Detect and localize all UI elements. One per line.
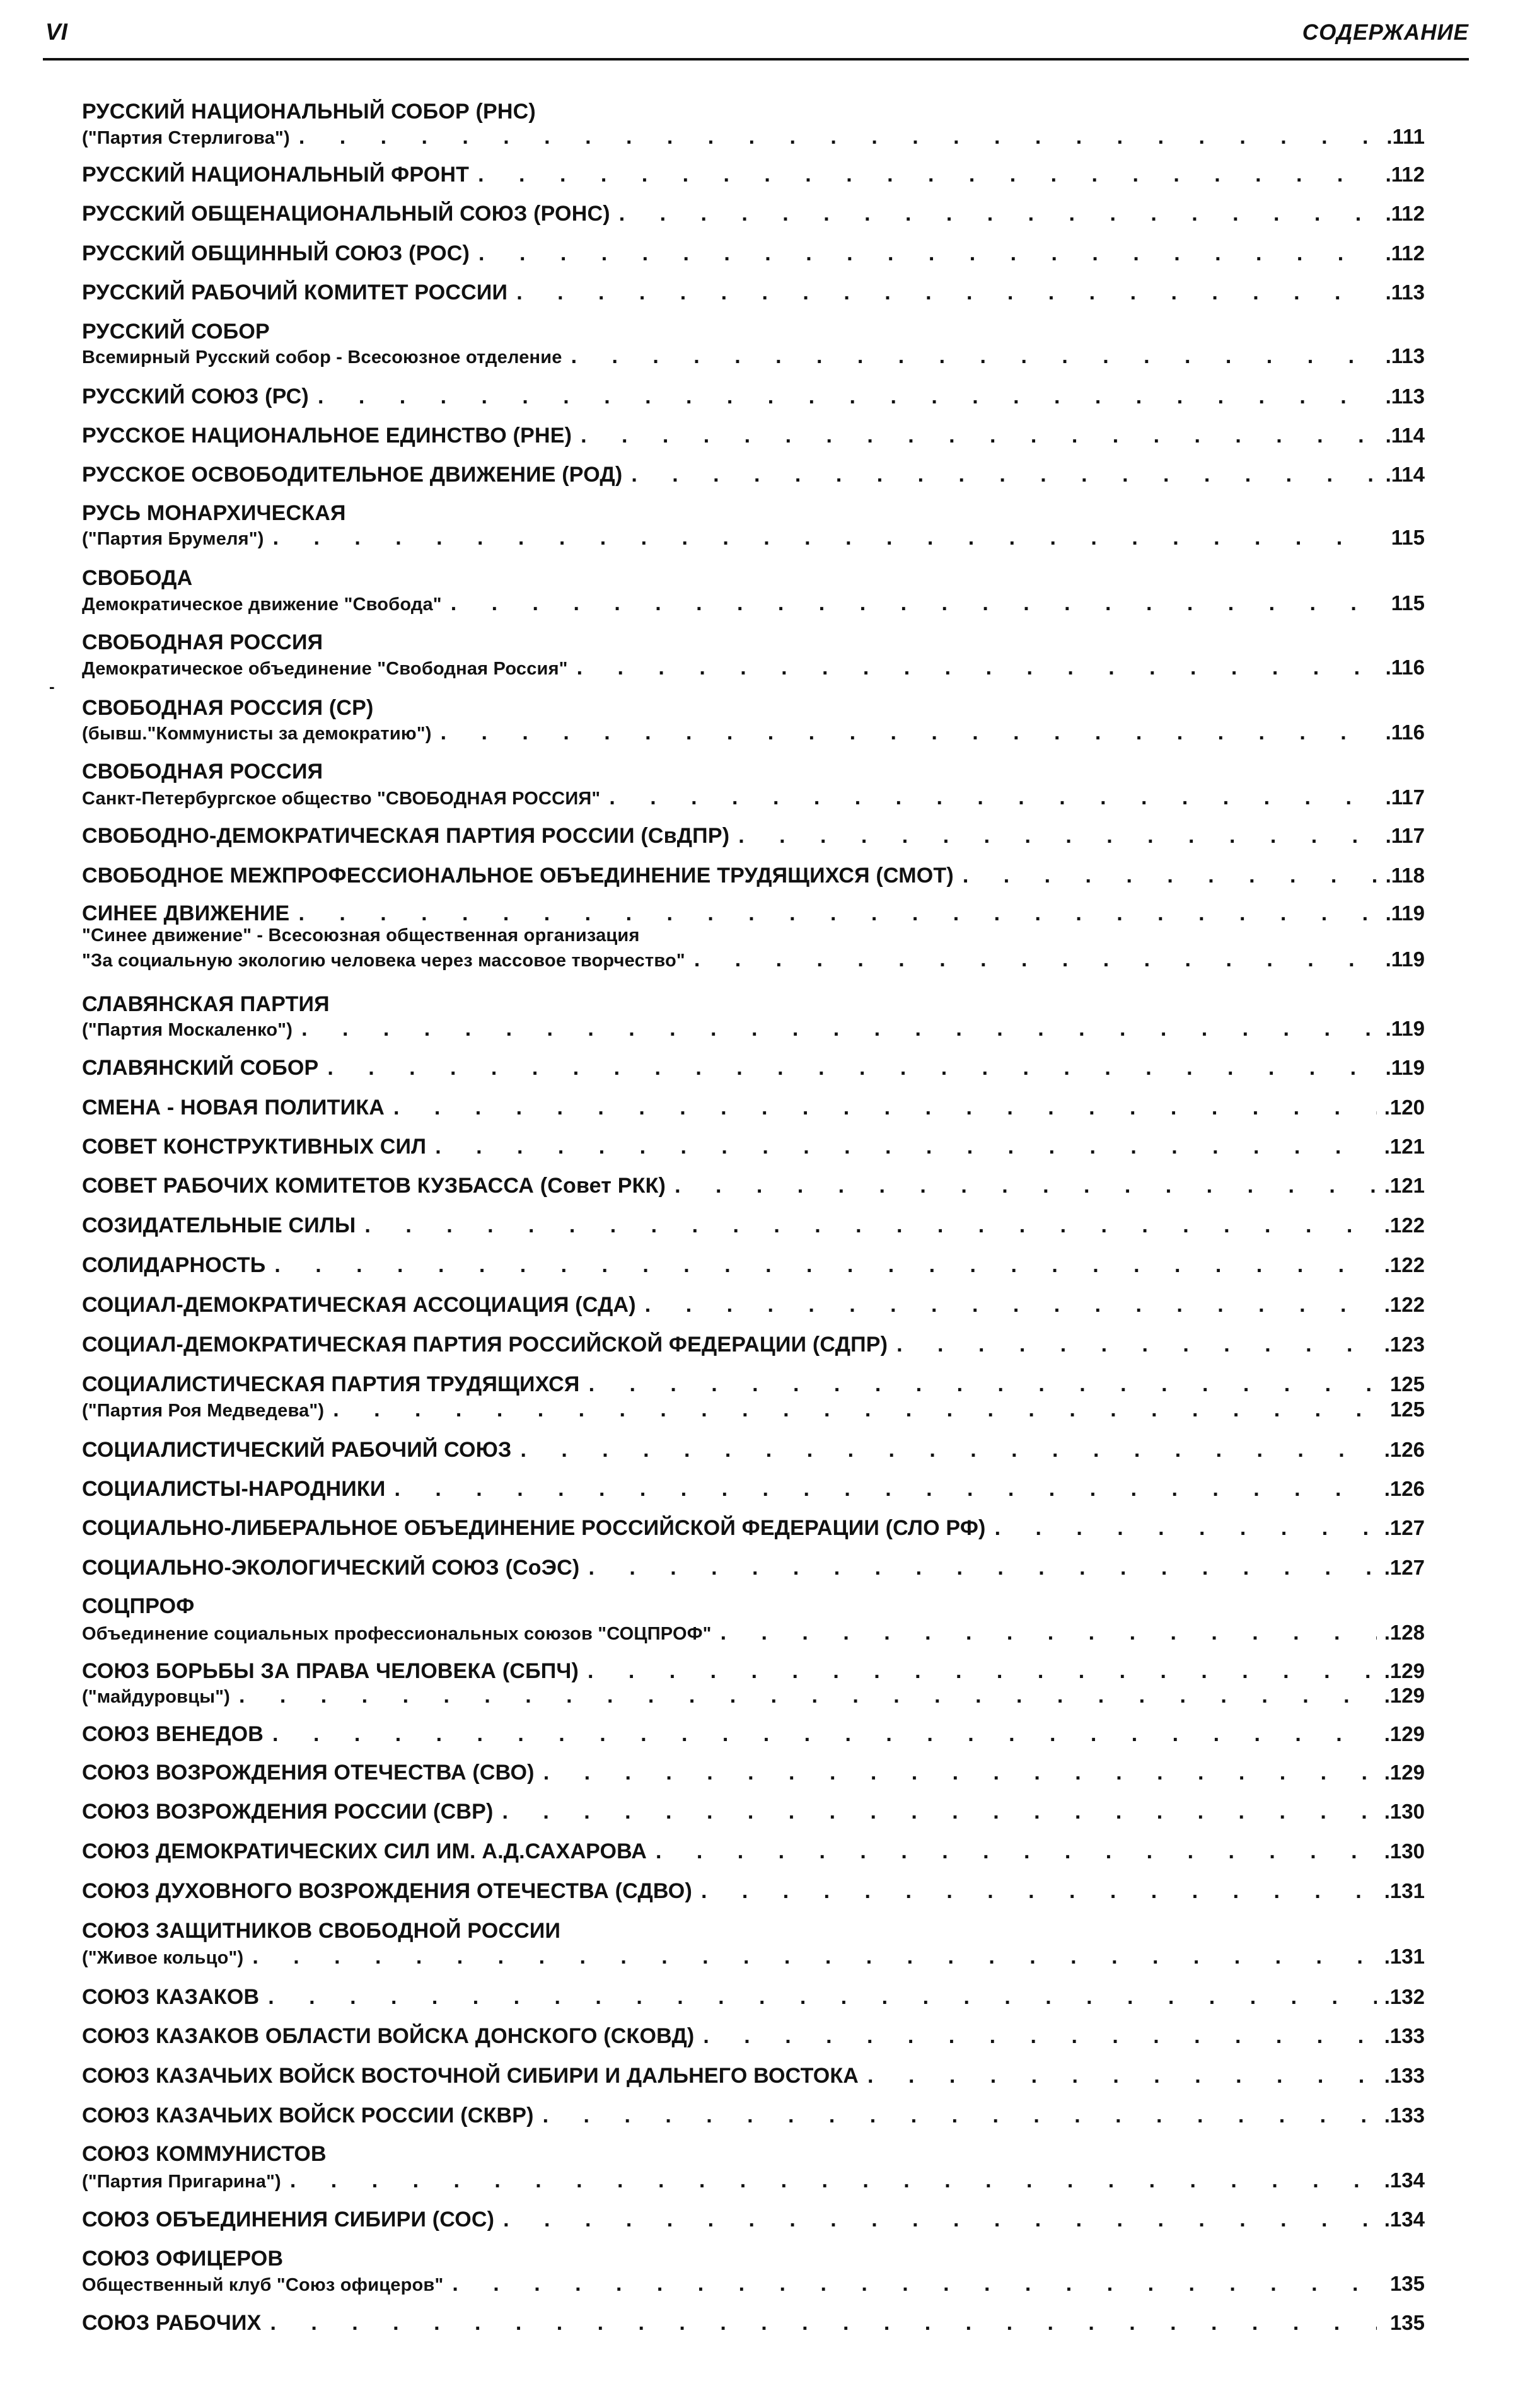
toc-entry <box>82 1333 1425 1360</box>
toc-entry-title: СОЦИАЛИСТИЧЕСКИЙ РАБОЧИЙ СОЮЗ <box>82 1438 512 1462</box>
toc-entry-title: РУСЬ МОНАРХИЧЕСКАЯ <box>82 501 346 525</box>
toc-entry-title: СОЦИАЛЬНО-ЛИБЕРАЛЬНОЕ ОБЪЕДИНЕНИЕ РОССИЙСКОЙ ФЕДЕРАЦИИ (СЛО РФ) <box>82 1516 986 1540</box>
dot-leader <box>441 721 1377 745</box>
toc-entry-subtitle: ("Партия Москаленко") <box>82 1020 293 1040</box>
dot-leader <box>270 2311 1377 2336</box>
toc-entry <box>82 1919 1425 1947</box>
toc-entry-title: СОЮЗ ОБЪЕДИНЕНИЯ СИБИРИ (СОС) <box>82 2208 495 2231</box>
toc-entry-page: .112 <box>1385 241 1425 265</box>
toc-entry-page: .127 <box>1384 1516 1425 1539</box>
toc-entry-subtitle: "Синее движение" - Всесоюзная общественная организация <box>82 925 640 946</box>
toc-entry <box>82 2104 1425 2131</box>
toc-entry <box>82 2311 1425 2339</box>
dot-leader <box>478 163 1377 187</box>
dot-leader <box>272 1722 1377 1747</box>
toc-entry <box>82 1017 1425 1045</box>
toc-entry-page: .114 <box>1385 463 1425 486</box>
dot-leader <box>588 1556 1377 1580</box>
toc-entry-title: СОЮЗ ОФИЦЕРОВ <box>82 2247 284 2271</box>
toc-entry-page: .126 <box>1384 1477 1425 1500</box>
toc-entry-subtitle: (бывш."Коммунисты за демократию") <box>82 724 432 744</box>
toc-entry <box>82 163 1425 190</box>
toc-entry <box>82 824 1425 852</box>
toc-entry-page: .121 <box>1384 1174 1425 1197</box>
toc-entry <box>82 1945 1425 1972</box>
dot-leader <box>395 1477 1377 1502</box>
toc-entry <box>82 1556 1425 1583</box>
dot-leader <box>675 1174 1377 1198</box>
toc-entry-page: .134 <box>1384 2208 1425 2231</box>
toc-entry <box>82 696 1425 724</box>
toc-entry-page: .114 <box>1385 424 1425 447</box>
toc-entry-title: СЛАВЯНСКАЯ ПАРТИЯ <box>82 992 330 1016</box>
toc-entry <box>82 2208 1425 2235</box>
toc-entry-page: .116 <box>1385 721 1425 744</box>
dot-leader <box>503 2208 1377 2232</box>
toc-entry <box>82 1096 1425 1123</box>
dot-leader <box>588 1659 1377 1684</box>
toc-entry-title: СОЦПРОФ <box>82 1594 195 1618</box>
toc-entry-page: 115 <box>1391 591 1425 615</box>
toc-entry-title: РУССКИЙ СОБОР <box>82 320 270 344</box>
toc-entry-title: СЛАВЯНСКИЙ СОБОР <box>82 1056 319 1080</box>
dot-leader <box>318 385 1377 409</box>
toc-entry <box>82 760 1425 787</box>
toc-entry-page: .111 <box>1386 125 1425 148</box>
toc-entry-page: .123 <box>1384 1333 1425 1356</box>
toc-entry-title: РУССКИЙ РАБОЧИЙ КОМИТЕТ РОССИИ <box>82 281 508 304</box>
toc-entry <box>82 424 1425 451</box>
toc-entry <box>82 202 1425 229</box>
toc-entry-title: СВОБОДНО-ДЕМОКРАТИЧЕСКАЯ ПАРТИЯ РОССИИ (СвДПР) <box>82 824 730 848</box>
margin-mark: - <box>49 677 55 696</box>
dot-leader <box>589 1372 1377 1397</box>
toc-entry-title: РУССКИЙ НАЦИОНАЛЬНЫЙ ФРОНТ <box>82 163 470 187</box>
toc-entry <box>82 1839 1425 1867</box>
dot-leader <box>273 526 1377 550</box>
toc-entry <box>82 1659 1425 1687</box>
toc-entry <box>82 1800 1425 1827</box>
toc-entry-page: .131 <box>1384 1945 1425 1968</box>
toc-entry-title: СОЮЗ ВЕНЕДОВ <box>82 1722 264 1746</box>
toc-entry-page: .116 <box>1385 656 1425 679</box>
toc-entry <box>82 1594 1425 1622</box>
toc-entry-page: .113 <box>1385 281 1425 304</box>
toc-entry-title: СОЮЗ КАЗАЧЬИХ ВОЙСК РОССИИ (СКВР) <box>82 2104 534 2127</box>
toc-entry-page: .134 <box>1384 2168 1425 2192</box>
toc-entry-page: .119 <box>1385 901 1425 925</box>
dot-leader <box>301 1017 1377 1041</box>
toc-entry-page: .119 <box>1385 1017 1425 1040</box>
toc-entry <box>82 630 1425 658</box>
toc-entry-page: .128 <box>1384 1621 1425 1644</box>
toc-entry-page: .129 <box>1384 1722 1425 1745</box>
toc-entry-title: РУССКИЙ НАЦИОНАЛЬНЫЙ СОБОР (РНС) <box>82 100 536 124</box>
dot-leader <box>516 281 1377 305</box>
toc-entry <box>82 241 1425 269</box>
toc-entry-subtitle: ("Партия Пригарина") <box>82 2172 281 2192</box>
toc-entry-page: .121 <box>1384 1135 1425 1158</box>
toc-entry-title: СОЮЗ КАЗАЧЬИХ ВОЙСК ВОСТОЧНОЙ СИБИРИ И ДАЛЬНЕГО ВОСТОКА <box>82 2064 859 2088</box>
toc-entry-page: 125 <box>1389 1398 1425 1421</box>
toc-entry-title: СОЦИАЛ-ДЕМОКРАТИЧЕСКАЯ АССОЦИАЦИЯ (СДА) <box>82 1293 636 1317</box>
toc-entry <box>82 1135 1425 1162</box>
toc-entry-title: СОЮЗ КОММУНИСТОВ <box>82 2142 327 2166</box>
dot-leader <box>274 1253 1377 1278</box>
toc-entry <box>82 2142 1425 2170</box>
toc-entry <box>82 591 1425 619</box>
toc-entry <box>82 320 1425 347</box>
dot-leader <box>721 1621 1377 1645</box>
dot-leader <box>738 824 1377 848</box>
toc-entry <box>82 501 1425 529</box>
toc-entry <box>82 1761 1425 1788</box>
toc-entry-title: СОЦИАЛ-ДЕМОКРАТИЧЕСКАЯ ПАРТИЯ РОССИЙСКОЙ ФЕДЕРАЦИИ (СДПР) <box>82 1333 888 1357</box>
toc-entry-title: СОЮЗ БОРЬБЫ ЗА ПРАВА ЧЕЛОВЕКА (СБПЧ) <box>82 1659 579 1683</box>
toc-entry <box>82 1372 1425 1400</box>
dot-leader <box>896 1333 1377 1357</box>
toc-entry-page: 125 <box>1389 1372 1425 1396</box>
toc-entry-page: 115 <box>1391 526 1425 549</box>
toc-entry-title: СВОБОДНАЯ РОССИЯ <box>82 630 323 654</box>
toc-entry <box>82 1056 1425 1084</box>
toc-entry <box>82 785 1425 813</box>
toc-entry <box>82 656 1425 683</box>
toc-entry-title: СОЮЗ КАЗАКОВ <box>82 1985 260 2009</box>
toc-entry-title: СВОБОДА <box>82 566 193 590</box>
toc-entry-subtitle: ("Живое кольцо") <box>82 1948 244 1968</box>
toc-entry <box>82 463 1425 490</box>
toc-entry <box>82 385 1425 412</box>
dot-leader <box>268 1985 1377 2010</box>
toc-entry-title: СОЛИДАРНОСТЬ <box>82 1253 266 1277</box>
dot-leader <box>393 1096 1377 1120</box>
toc-entry-title: РУССКИЙ ОБЩИННЫЙ СОЮЗ (РОС) <box>82 241 470 265</box>
dot-leader <box>694 947 1377 972</box>
toc-entry-title: СИНЕЕ ДВИЖЕНИЕ <box>82 901 290 925</box>
dot-leader <box>502 1800 1377 1824</box>
toc-entry <box>82 2024 1425 2052</box>
dot-leader <box>703 2024 1377 2049</box>
toc-entry-page: .122 <box>1384 1293 1425 1316</box>
toc-entry <box>82 1985 1425 2013</box>
toc-entry-title: СОВЕТ РАБОЧИХ КОМИТЕТОВ КУЗБАССА (Совет РКК) <box>82 1174 666 1198</box>
dot-leader <box>619 202 1377 226</box>
toc-entry-page: .112 <box>1385 202 1425 225</box>
toc-entry-title: СОЦИАЛИСТЫ-НАРОДНИКИ <box>82 1477 386 1501</box>
toc-entry <box>82 1213 1425 1241</box>
dot-leader <box>239 1684 1377 1708</box>
dot-leader <box>327 1056 1377 1080</box>
dot-leader <box>452 2272 1377 2296</box>
toc-entry-page: .117 <box>1385 824 1425 847</box>
toc-entry-page: .133 <box>1384 2104 1425 2127</box>
toc-entry-subtitle: ("Партия Роя Медведева") <box>82 1401 325 1421</box>
toc-entry <box>82 721 1425 748</box>
toc-entry-subtitle: Демократическое движение "Свобода" <box>82 594 442 615</box>
toc-entry-page: 135 <box>1389 2272 1425 2295</box>
toc-entry-page: .120 <box>1384 1096 1425 1119</box>
toc-entry <box>82 125 1425 153</box>
toc-entry-title: СОЮЗ ВОЗРОЖДЕНИЯ ОТЕЧЕСТВА (СВО) <box>82 1761 535 1785</box>
toc-entry-title: СОЮЗ РАБОЧИХ <box>82 2311 262 2335</box>
toc-entry <box>82 1879 1425 1907</box>
toc-entry <box>82 1684 1425 1711</box>
toc-entry-subtitle: Всемирный Русский собор - Всесоюзное отделение <box>82 347 562 368</box>
dot-leader <box>609 785 1377 810</box>
dot-leader <box>364 1213 1377 1238</box>
toc-entry-title: СОЮЗ ДЕМОКРАТИЧЕСКИХ СИЛ ИМ. А.Д.САХАРОВА <box>82 1839 647 1863</box>
toc-entry <box>82 344 1425 372</box>
toc-entry <box>82 992 1425 1020</box>
toc-entry-subtitle: ("Партия Брумеля") <box>82 529 264 549</box>
toc-entry-page: .132 <box>1384 1985 1425 2008</box>
dot-leader <box>577 656 1377 680</box>
toc-entry-title: СОЮЗ ВОЗРОЖДЕНИЯ РОССИИ (СВР) <box>82 1800 494 1824</box>
toc-entry-title: СОЦИАЛЬНО-ЭКОЛОГИЧЕСКИЙ СОЮЗ (СоЭС) <box>82 1556 580 1580</box>
toc-entry-title: СОЮЗ ДУХОВНОГО ВОЗРОЖДЕНИЯ ОТЕЧЕСТВА (СДВО) <box>82 1879 692 1903</box>
toc-entry <box>82 1477 1425 1505</box>
toc-entry <box>82 566 1425 594</box>
toc-entry-page: .118 <box>1385 864 1425 887</box>
toc-entry-subtitle: ("майдуровцы") <box>82 1687 230 1707</box>
toc-entry-page: .117 <box>1385 785 1425 809</box>
toc-entry-subtitle: Демократическое объединение "Свободная Россия" <box>82 659 568 679</box>
dot-leader <box>867 2064 1377 2088</box>
section-title: СОДЕРЖАНИЕ <box>1302 20 1469 45</box>
toc-entry-title: СОВЕТ КОНСТРУКТИВНЫХ СИЛ <box>82 1135 427 1159</box>
toc-entry-title: РУССКИЙ ОБЩЕНАЦИОНАЛЬНЫЙ СОЮЗ (РОНС) <box>82 202 610 226</box>
toc-entry-page: 135 <box>1389 2311 1425 2334</box>
dot-leader <box>656 1839 1377 1864</box>
dot-leader <box>435 1135 1377 1159</box>
toc-entry-page: .133 <box>1384 2064 1425 2087</box>
dot-leader <box>520 1438 1377 1462</box>
toc-entry-title: СОЮЗ КАЗАКОВ ОБЛАСТИ ВОЙСКА ДОНСКОГО (СКОВД) <box>82 2024 695 2048</box>
toc-entry-subtitle: "За социальную экологию человека через массовое творчество" <box>82 951 685 971</box>
toc-entry-page: .122 <box>1384 1253 1425 1276</box>
dot-leader <box>645 1293 1377 1317</box>
toc-entry <box>82 2064 1425 2092</box>
toc-entry-page: .133 <box>1384 2024 1425 2047</box>
toc-entry-page: .129 <box>1384 1684 1425 1707</box>
toc-entry <box>82 526 1425 553</box>
toc-entry <box>82 2247 1425 2274</box>
dot-leader <box>581 424 1377 448</box>
toc-entry-page: .127 <box>1384 1556 1425 1579</box>
toc-entry-subtitle: Санкт-Петербургское общество "СВОБОДНАЯ РОССИЯ" <box>82 789 601 809</box>
toc-entry-title: РУССКИЙ СОЮЗ (РС) <box>82 385 309 408</box>
toc-entry-page: .131 <box>1384 1879 1425 1902</box>
toc-entry <box>82 281 1425 308</box>
toc-entry-page: .113 <box>1385 344 1425 368</box>
dot-leader <box>252 1945 1377 1969</box>
toc-entry <box>82 1293 1425 1321</box>
toc-entry <box>82 1722 1425 1750</box>
dot-leader <box>298 901 1377 926</box>
dot-leader <box>631 463 1377 487</box>
toc-entry-page: .119 <box>1385 1056 1425 1079</box>
toc-entry <box>82 2272 1425 2300</box>
toc-entry <box>82 100 1425 127</box>
toc-entry <box>82 1438 1425 1466</box>
toc-entry-page: .126 <box>1384 1438 1425 1461</box>
dot-leader <box>451 591 1377 616</box>
toc-entry <box>82 1174 1425 1201</box>
toc-entry-title: СВОБОДНАЯ РОССИЯ (СР) <box>82 696 374 720</box>
toc-entry-subtitle: Общественный клуб "Союз офицеров" <box>82 2275 444 2295</box>
toc-entry-title: СВОБОДНАЯ РОССИЯ <box>82 760 323 784</box>
dot-leader <box>299 125 1377 149</box>
dot-leader <box>701 1879 1377 1904</box>
toc-entry-title: РУССКОЕ ОСВОБОДИТЕЛЬНОЕ ДВИЖЕНИЕ (РОД) <box>82 463 623 487</box>
toc-entry-page: .130 <box>1384 1839 1425 1863</box>
dot-leader <box>290 2168 1377 2193</box>
dot-leader <box>995 1516 1377 1541</box>
toc-entry <box>82 864 1425 891</box>
page-number: VI <box>45 19 67 45</box>
toc-entry-page: .129 <box>1384 1659 1425 1682</box>
toc-entry-subtitle: Объединение социальных профессиональных союзов "СОЦПРОФ" <box>82 1624 712 1644</box>
toc-entry-page: .122 <box>1384 1213 1425 1237</box>
toc-entry <box>82 2168 1425 2196</box>
dot-leader <box>333 1398 1377 1422</box>
toc-entry-title: СОЮЗ ЗАЩИТНИКОВ СВОБОДНОЙ РОССИИ <box>82 1919 561 1943</box>
toc-entry-page: .112 <box>1385 163 1425 186</box>
dot-leader <box>543 2104 1377 2128</box>
toc-entry-page: .113 <box>1385 385 1425 408</box>
toc-entry <box>82 947 1425 975</box>
toc-entry-page: .119 <box>1385 947 1425 971</box>
toc-entry <box>82 1621 1425 1648</box>
toc-entry-page: .130 <box>1384 1800 1425 1823</box>
toc-entry <box>82 1516 1425 1544</box>
toc-entry-subtitle: ("Партия Стерлигова") <box>82 128 290 148</box>
toc-entry-title: СОЦИАЛИСТИЧЕСКАЯ ПАРТИЯ ТРУДЯЩИХСЯ <box>82 1372 580 1396</box>
toc-entry-title: СМЕНА - НОВАЯ ПОЛИТИКА <box>82 1096 385 1120</box>
dot-leader <box>963 864 1377 888</box>
dot-leader <box>543 1761 1377 1785</box>
dot-leader <box>478 241 1377 266</box>
toc-entry <box>82 1398 1425 1425</box>
toc-entry-title: СВОБОДНОЕ МЕЖПРОФЕССИОНАЛЬНОЕ ОБЪЕДИНЕНИЕ ТРУДЯЩИХСЯ (СМОТ) <box>82 864 954 888</box>
toc-entry-title: СОЗИДАТЕЛЬНЫЕ СИЛЫ <box>82 1213 356 1237</box>
toc-entry-title: РУССКОЕ НАЦИОНАЛЬНОЕ ЕДИНСТВО (РНЕ) <box>82 424 572 448</box>
toc-entry-page: .129 <box>1384 1761 1425 1784</box>
toc-entry <box>82 1253 1425 1281</box>
dot-leader <box>571 344 1377 369</box>
